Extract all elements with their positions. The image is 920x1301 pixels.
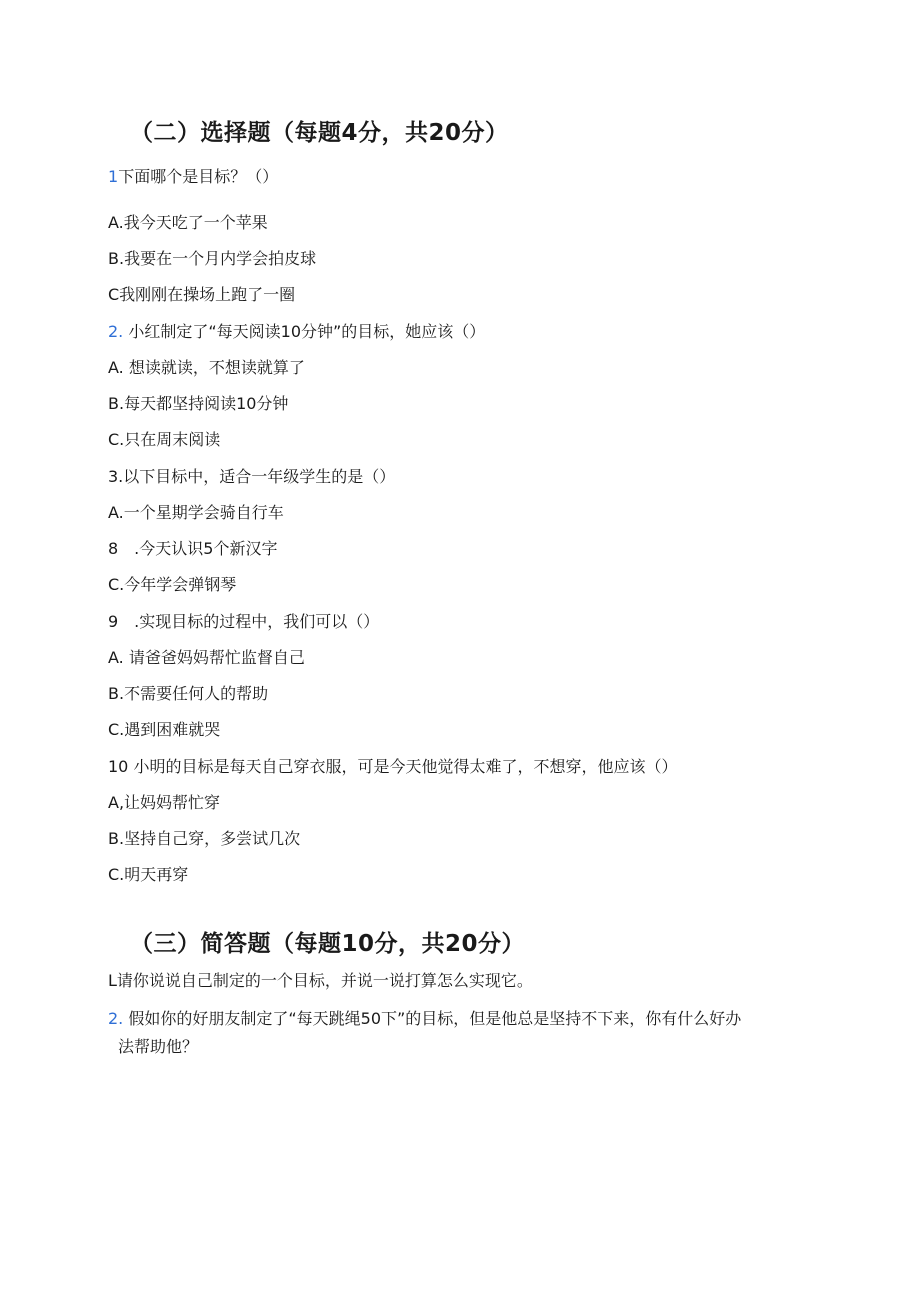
section3-title: （三）简答题（每题10分，共20分）: [130, 931, 526, 957]
question-line: 10 小明的目标是每天自己穿衣服，可是今天他觉得太难了，不想穿，他应该（）: [108, 757, 678, 776]
option-line: A. 请爸爸妈妈帮忙监督自己: [108, 648, 305, 667]
question-line: 3.以下目标中，适合一年级学生的是（）: [108, 467, 396, 486]
question-text: 假如你的好朋友制定了“每天跳绳50下”的目标，但是他总是坚持不下来，你有什么好办: [123, 1009, 742, 1028]
question-line: [108, 321, 485, 343]
question-line: [108, 166, 278, 188]
option-line: C.今年学会弹钢琴: [108, 575, 237, 594]
option-line: A,让妈妈帮忙穿: [108, 793, 221, 812]
question-line: [108, 1008, 741, 1030]
option-line: 8 .今天认识5个新汉字: [108, 539, 278, 558]
option-line: B.每天都坚持阅读10分钟: [108, 394, 289, 413]
option-line: B.不需要任何人的帮助: [108, 684, 269, 703]
option-line: A.一个星期学会骑自行车: [108, 503, 284, 522]
option-line: B.坚持自己穿，多尝试几次: [108, 829, 301, 848]
question-text: 小红制定了“每天阅读10分钟”的目标，她应该（）: [123, 322, 486, 341]
question-number: 2.: [108, 322, 124, 341]
question-number: 2.: [108, 1009, 124, 1028]
section2-title: （二）选择题（每题4分，共20分）: [130, 120, 509, 146]
option-line: A.我今天吃了一个苹果: [108, 213, 268, 232]
question-text: 下面哪个是目标？（）: [118, 167, 279, 186]
option-line: C.只在周末阅读: [108, 430, 221, 449]
question-number: 1: [108, 167, 119, 186]
option-line: C.遇到困难就哭: [108, 720, 221, 739]
option-line: B.我要在一个月内学会拍皮球: [108, 249, 317, 268]
option-line: C我刚刚在操场上跑了一圈: [108, 285, 296, 304]
question-line-continuation: 法帮助他？: [118, 1037, 199, 1056]
option-line: A. 想读就读，不想读就算了: [108, 358, 305, 377]
question-line: L请你说说自己制定的一个目标，并说一说打算怎么实现它。: [108, 971, 533, 990]
question-line: 9 .实现目标的过程中，我们可以（）: [108, 612, 380, 631]
option-line: C.明天再穿: [108, 865, 189, 884]
